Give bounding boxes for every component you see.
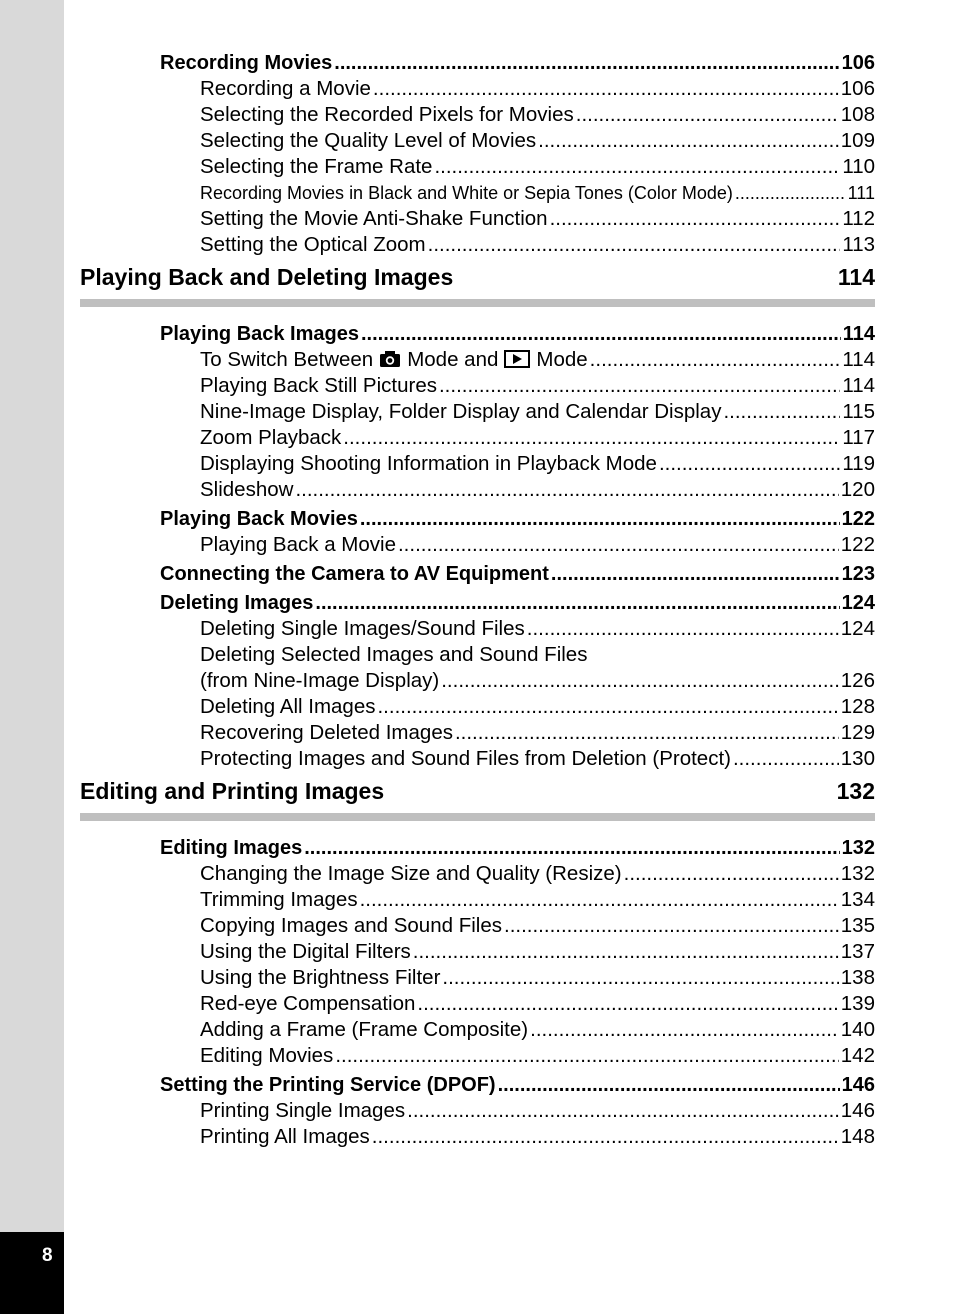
dot-leader xyxy=(551,561,840,587)
entry-page: 120 xyxy=(840,478,875,501)
dot-leader xyxy=(315,590,839,616)
section-heading xyxy=(80,262,875,292)
entry-page: 113 xyxy=(842,233,875,256)
entry-title: Using the Brightness Filter xyxy=(200,966,441,989)
toc-entry xyxy=(80,1043,875,1069)
dot-leader xyxy=(659,451,840,477)
section-title: Editing and Printing Images xyxy=(80,778,385,804)
table-of-contents xyxy=(80,50,875,1150)
entry-page: 106 xyxy=(840,77,875,100)
dot-leader xyxy=(441,668,839,694)
page-number-tab xyxy=(0,1232,64,1314)
page-number: 8 xyxy=(42,1245,53,1266)
toc-entry xyxy=(80,720,875,746)
dot-leader xyxy=(527,616,839,642)
entry-title: Editing Images xyxy=(160,837,303,859)
toc-entry xyxy=(80,206,875,232)
toc-entry xyxy=(80,991,875,1017)
dot-leader xyxy=(530,1017,839,1043)
side-band xyxy=(0,0,64,1314)
entry-page: 109 xyxy=(840,129,875,152)
toc-entry xyxy=(80,694,875,720)
toc-entry xyxy=(80,232,875,258)
entry-title: Displaying Shooting Information in Playback Mode xyxy=(200,452,657,475)
dot-leader xyxy=(360,887,839,913)
section-page: 114 xyxy=(837,264,875,290)
dot-leader xyxy=(576,102,839,128)
toc-entry xyxy=(80,861,875,887)
section-heading xyxy=(80,776,875,806)
dot-leader xyxy=(343,425,840,451)
entry-title: Slideshow xyxy=(200,478,294,501)
toc-entry xyxy=(80,965,875,991)
toc-entry xyxy=(80,939,875,965)
entry-title: Connecting the Camera to AV Equipment xyxy=(160,563,549,585)
toc-entry xyxy=(80,913,875,939)
entry-title: Adding a Frame (Frame Composite) xyxy=(200,1018,529,1041)
entry-title: Selecting the Frame Rate xyxy=(200,155,433,178)
entry-title: Using the Digital Filters xyxy=(200,940,411,963)
dot-leader xyxy=(550,206,841,232)
entry-page: 142 xyxy=(840,1044,875,1067)
entry-title: Selecting the Recorded Pixels for Movies xyxy=(200,103,574,126)
entry-page: 124 xyxy=(841,592,875,614)
toc-entry xyxy=(80,642,875,668)
dot-leader xyxy=(334,50,839,76)
toc-entry xyxy=(80,425,875,451)
dot-leader xyxy=(372,1124,839,1150)
entry-page: 146 xyxy=(840,1099,875,1122)
section-title: Playing Back and Deleting Images xyxy=(80,264,454,290)
entry-title: Setting the Printing Service (DPOF) xyxy=(160,1074,496,1096)
entry-page: 117 xyxy=(842,426,875,449)
entry-title xyxy=(200,347,588,373)
toc-entry xyxy=(80,1098,875,1124)
entry-page: 148 xyxy=(840,1125,875,1148)
toc-entry xyxy=(80,616,875,642)
toc-entry xyxy=(80,154,875,180)
entry-page: 112 xyxy=(842,207,875,230)
section-divider xyxy=(80,813,875,821)
entry-page: 128 xyxy=(840,695,875,718)
entry-title: Recording Movies xyxy=(160,52,333,74)
dot-leader xyxy=(442,965,838,991)
entry-title: Setting the Optical Zoom xyxy=(200,233,426,256)
entry-page: 132 xyxy=(840,862,875,885)
toc-entry xyxy=(80,1017,875,1043)
toc-entry xyxy=(80,128,875,154)
dot-leader xyxy=(428,232,841,258)
dot-leader xyxy=(361,321,841,347)
entry-title: Setting the Movie Anti-Shake Function xyxy=(200,207,548,230)
entry-page: 119 xyxy=(842,452,875,475)
entry-title: Changing the Image Size and Quality (Resize) xyxy=(200,862,622,885)
entry-page: 123 xyxy=(841,563,875,585)
dot-leader xyxy=(434,154,840,180)
dot-leader xyxy=(455,720,839,746)
entry-title-part: To Switch Between xyxy=(200,348,374,371)
dot-leader xyxy=(398,532,839,558)
entry-title: Protecting Images and Sound Files from Deletion (Protect) xyxy=(200,747,731,770)
entry-page: 134 xyxy=(840,888,875,911)
entry-page: 115 xyxy=(842,400,875,423)
entry-title: (from Nine-Image Display) xyxy=(200,669,440,692)
toc-entry xyxy=(80,373,875,399)
entry-page: 146 xyxy=(841,1074,875,1096)
entry-title: Trimming Images xyxy=(200,888,358,911)
dot-leader xyxy=(590,347,841,373)
entry-page: 114 xyxy=(842,323,875,345)
toc-entry xyxy=(80,887,875,913)
entry-page: 114 xyxy=(842,348,875,371)
dot-leader xyxy=(304,835,839,861)
entry-page: 137 xyxy=(840,940,875,963)
entry-title: Recovering Deleted Images xyxy=(200,721,453,744)
toc-heading-entry xyxy=(80,835,875,861)
entry-page: 139 xyxy=(840,992,875,1015)
toc-entry xyxy=(80,1124,875,1150)
dot-leader xyxy=(723,399,840,425)
entry-title: Editing Movies xyxy=(200,1044,334,1067)
dot-leader xyxy=(295,477,838,503)
dot-leader xyxy=(538,128,839,154)
entry-title: Zoom Playback xyxy=(200,426,342,449)
toc-entry xyxy=(80,477,875,503)
entry-title-part: Mode xyxy=(536,348,588,371)
toc-heading-entry xyxy=(80,1072,875,1098)
toc-entry xyxy=(80,347,875,373)
entry-page: 126 xyxy=(840,669,875,692)
entry-title: Deleting All Images xyxy=(200,695,376,718)
entry-title: Playing Back Images xyxy=(160,323,359,345)
entry-title: Red-eye Compensation xyxy=(200,992,416,1015)
toc-entry xyxy=(80,668,875,694)
dot-leader xyxy=(498,1072,840,1098)
entry-page: 138 xyxy=(840,966,875,989)
toc-entry xyxy=(80,76,875,102)
dot-leader xyxy=(335,1043,838,1069)
entry-title: Recording a Movie xyxy=(200,77,371,100)
toc-heading-entry xyxy=(80,506,875,532)
entry-page: 114 xyxy=(842,374,875,397)
dot-leader xyxy=(407,1098,839,1124)
dot-leader xyxy=(417,991,838,1017)
section-page: 132 xyxy=(836,778,875,804)
entry-page: 129 xyxy=(840,721,875,744)
playback-icon xyxy=(504,350,530,368)
entry-page: 130 xyxy=(840,747,875,770)
entry-title: Playing Back a Movie xyxy=(200,533,396,556)
toc-entry xyxy=(80,399,875,425)
dot-leader xyxy=(413,939,839,965)
entry-title: Nine-Image Display, Folder Display and Calendar Display xyxy=(200,400,722,423)
entry-title: Selecting the Quality Level of Movies xyxy=(200,129,537,152)
toc-heading-entry xyxy=(80,590,875,616)
dot-leader xyxy=(735,180,846,206)
toc-entry xyxy=(80,180,875,206)
dot-leader xyxy=(624,861,839,887)
entry-title: Playing Back Still Pictures xyxy=(200,374,437,397)
camera-icon xyxy=(379,350,401,368)
entry-page: 135 xyxy=(840,914,875,937)
dot-leader xyxy=(373,76,839,102)
entry-title-part: Mode and xyxy=(407,348,499,371)
dot-leader xyxy=(733,746,839,772)
entry-title: Deleting Selected Images and Sound Files xyxy=(200,643,588,666)
entry-title: Deleting Single Images/Sound Files xyxy=(200,617,525,640)
entry-title: Deleting Images xyxy=(160,592,314,614)
entry-page: 108 xyxy=(840,103,875,126)
entry-page: 122 xyxy=(841,508,875,530)
entry-page: 132 xyxy=(841,837,875,859)
dot-leader xyxy=(439,373,840,399)
toc-entry xyxy=(80,451,875,477)
entry-title: Copying Images and Sound Files xyxy=(200,914,502,937)
entry-title: Printing Single Images xyxy=(200,1099,406,1122)
dot-leader xyxy=(377,694,838,720)
toc-heading-entry xyxy=(80,50,875,76)
toc-entry xyxy=(80,746,875,772)
toc-heading-entry xyxy=(80,321,875,347)
entry-page: 111 xyxy=(847,183,875,203)
dot-leader xyxy=(360,506,840,532)
dot-leader xyxy=(504,913,839,939)
toc-entry xyxy=(80,532,875,558)
entry-page: 140 xyxy=(840,1018,875,1041)
entry-page: 110 xyxy=(842,155,875,178)
toc-entry xyxy=(80,102,875,128)
entry-title: Printing All Images xyxy=(200,1125,370,1148)
entry-title: Recording Movies in Black and White or Sepia Tones (Color Mode) xyxy=(200,183,733,203)
entry-title: Playing Back Movies xyxy=(160,508,358,530)
entry-page: 122 xyxy=(840,533,875,556)
entry-page: 106 xyxy=(841,52,875,74)
section-divider xyxy=(80,299,875,307)
entry-page: 124 xyxy=(840,617,875,640)
toc-heading-entry xyxy=(80,561,875,587)
